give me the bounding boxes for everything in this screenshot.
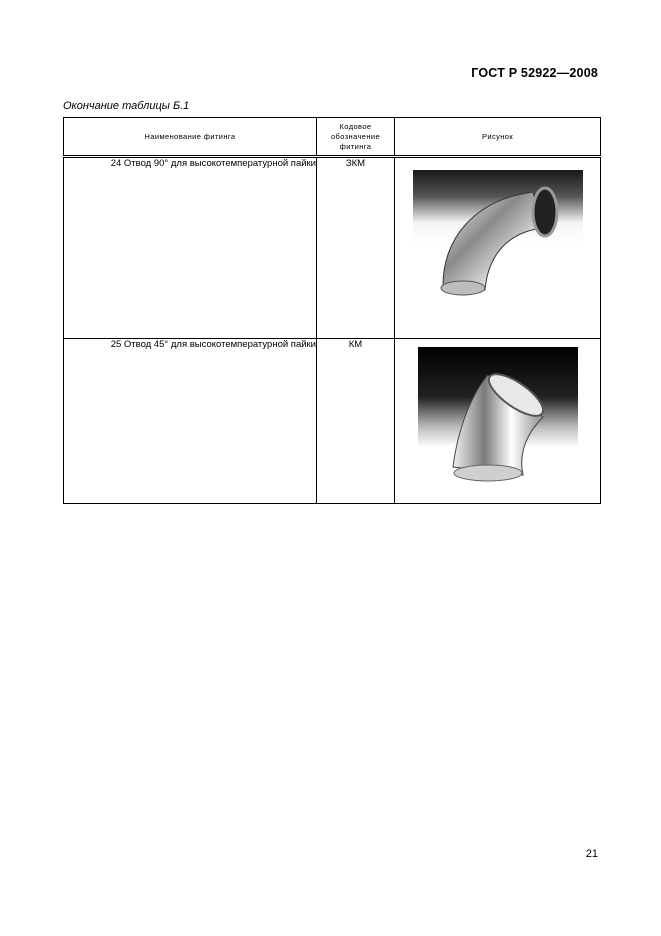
table-header-row <box>64 118 601 157</box>
table-caption: Окончание таблицы Б.1 <box>63 100 190 112</box>
elbow-90-photo-icon <box>413 170 583 300</box>
fitting-name: 25 Отвод 45° для высокотемпературной пайки <box>64 339 317 504</box>
fitting-name: 24 Отвод 90° для высокотемпературной пайки <box>64 157 317 339</box>
fitting-code: КМ <box>317 339 395 504</box>
page-number: 21 <box>585 848 598 860</box>
table-row <box>64 157 601 339</box>
table-row <box>64 339 601 504</box>
standard-code: ГОСТ Р 52922—2008 <box>471 66 598 80</box>
fittings-table <box>63 117 601 504</box>
elbow-45-photo-icon <box>418 347 578 482</box>
header-name: Наименование фитинга <box>64 118 317 157</box>
fitting-picture-cell <box>395 157 601 339</box>
header-code: Кодовое обозначение фитинга <box>317 118 395 157</box>
fitting-picture-cell <box>395 339 601 504</box>
header-picture: Рисунок <box>395 118 601 157</box>
fitting-code: ЗКМ <box>317 157 395 339</box>
